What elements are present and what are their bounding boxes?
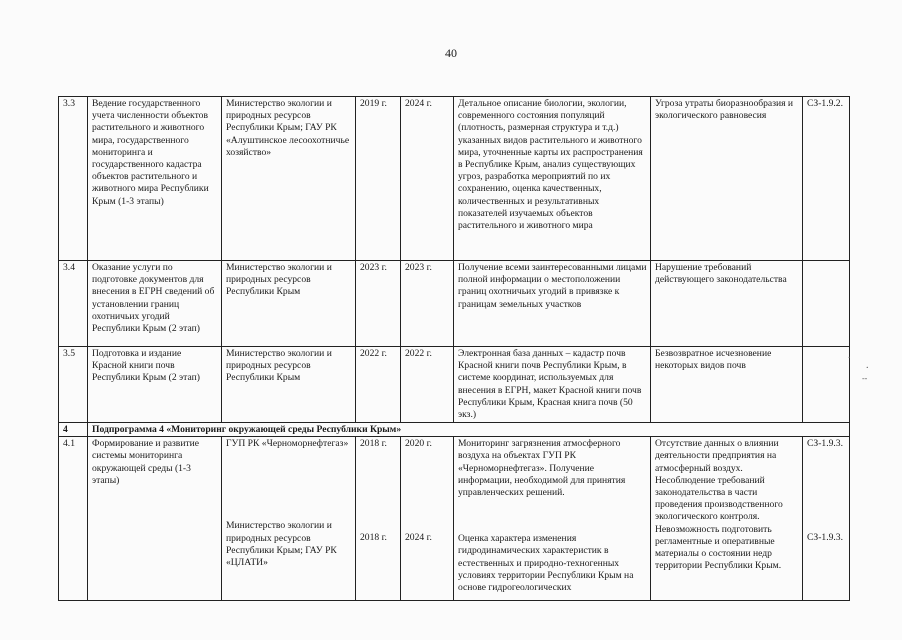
end-year: 2020 г. <box>405 438 432 450</box>
row-number: 3.4 <box>59 261 88 347</box>
scan-speck: -- <box>862 374 868 383</box>
start-year-cell <box>356 437 401 601</box>
scan-speck: . <box>848 350 851 361</box>
expected-result: Получение всеми заинтересованными лицами полной информации о местоположении границ охотничьих угодий в привязке к границам земельных участков <box>454 261 651 347</box>
page-number: 40 <box>445 46 457 60</box>
executor: Министерство экологии и природных ресурсов Республики Крым <box>222 261 356 347</box>
executor: Министерство экологии и природных ресурсов Республики Крым <box>222 347 356 423</box>
strategy-link <box>803 347 850 423</box>
strategy-link <box>803 261 850 347</box>
start-year: 2022 г. <box>356 347 401 423</box>
expected-result: Электронная база данных – кадастр почв Красной книги почв Республики Крым, в системе координат, используемых для внесения в ЕГРН, макет Красной книги почв Республики Крым, Красная книга почв (50 экз.) <box>454 347 651 423</box>
risk-consequence: Нарушение требований действующего законодательства <box>651 261 803 347</box>
expected-result-cell <box>454 437 651 601</box>
table-row <box>59 347 850 423</box>
row-number: 4.1 <box>59 437 88 601</box>
risk-consequence: Отсутствие данных о влиянии деятельности предприятия на атмосферный воздух. Несоблюдение требований законодательства в части проведения производственного экологического контроля. <box>655 438 783 523</box>
end-year: 2022 г. <box>401 347 454 423</box>
start-year: 2018 г. <box>360 438 387 450</box>
end-year: 2023 г. <box>401 261 454 347</box>
activity-name: Оказание услуги по подготовке документов для внесения в ЕГРН сведений об установлении границ охотничьих угодий Республики Крым (2 этап) <box>88 261 222 347</box>
start-year: 2023 г. <box>356 261 401 347</box>
section-header-row <box>59 423 850 437</box>
start-year-secondary: 2018 г. <box>360 532 387 544</box>
expected-result-secondary: Оценка характера изменения гидродинамических характеристик в естественных и природно-техногенных условиях территории Республики Крым на основе гидрогеологических <box>458 533 634 594</box>
activity-name: Ведение государственного учета численности объектов растительного и животного мира, государственного мониторинга и государственного кадастра объектов растительного и животного мира Республики Крым (1-3 этапы) <box>88 97 222 261</box>
end-year: 2024 г. <box>401 97 454 261</box>
executor-cell <box>222 437 356 601</box>
program-activities-table <box>58 96 850 601</box>
executor: ГУП РК «Черноморнефтегаз» <box>226 438 349 450</box>
risk-consequence: Угроза утраты биоразнообразия и экологического равновесия <box>651 97 803 261</box>
section-title: Подпрограмма 4 «Мониторинг окружающей среды Республики Крым» <box>88 423 850 437</box>
executor: Министерство экологии и природных ресурсов Республики Крым; ГАУ РК «Алуштинское лесоохотничье хозяйство» <box>222 97 356 261</box>
risk-consequence-cell <box>651 437 803 601</box>
risk-consequence-secondary: Невозможность подготовить регламентные и оперативные материалы о состоянии недр территории Республики Крым. <box>655 523 782 572</box>
table-row <box>59 437 850 601</box>
table-row <box>59 97 850 261</box>
strategy-link-cell <box>803 437 850 601</box>
table-row <box>59 261 850 347</box>
expected-result: Мониторинг загрязнения атмосферного воздуха на объектах ГУП РК «Черноморнефтегаз». Получение информации, необходимой для принятия управленческих решений. <box>458 438 626 499</box>
activity-name: Подготовка и издание Красной книги почв Республики Крым (2 этап) <box>88 347 222 423</box>
strategy-link: СЗ-1.9.2. <box>803 97 850 261</box>
activity-name: Формирование и развитие системы мониторинга окружающей среды (1-3 этапы) <box>88 437 222 601</box>
start-year: 2019 г. <box>356 97 401 261</box>
strategy-link-secondary: СЗ-1.9.3. <box>807 532 843 544</box>
risk-consequence: Безвозвратное исчезновение некоторых видов почв <box>651 347 803 423</box>
section-number: 4 <box>59 423 88 437</box>
row-number: 3.3 <box>59 97 88 261</box>
end-year-cell <box>401 437 454 601</box>
executor-secondary: Министерство экологии и природных ресурсов Республики Крым; ГАУ РК «ЦЛАТИ» <box>226 520 337 569</box>
end-year-secondary: 2024 г. <box>405 532 432 544</box>
row-number: 3.5 <box>59 347 88 423</box>
strategy-link: СЗ-1.9.3. <box>807 438 843 450</box>
expected-result: Детальное описание биологии, экологии, современного состояния популяций (плотность, размерная структура и т.д.) указанных видов растительного и животного мира, уточненные карты их распространения в Республике Крым, анализ существующих угроз, разработка мероприятий по их сохранению, оценка качественных, количественных и результативных показателей изучаемых объектов растительного и животного мира <box>454 97 651 261</box>
scan-speck: . <box>866 360 869 371</box>
